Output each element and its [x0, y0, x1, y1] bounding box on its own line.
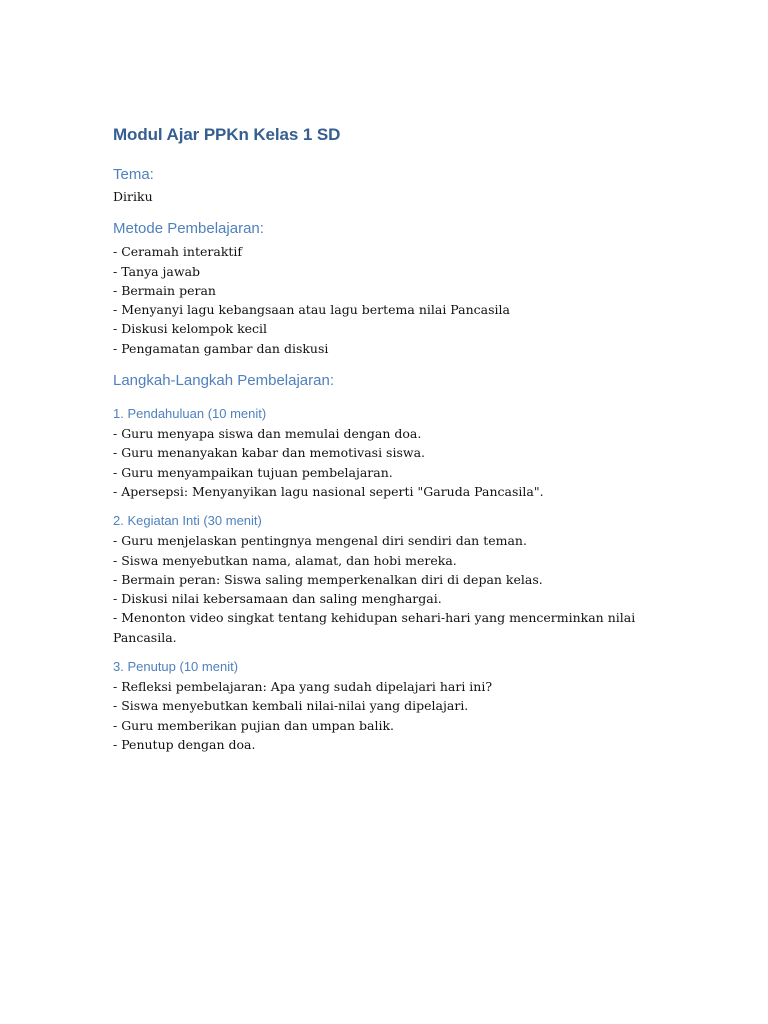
step-item: - Diskusi nilai kebersamaan dan saling menghargai.	[113, 591, 442, 607]
section-metode	[113, 219, 673, 358]
metode-item: - Ceramah interaktif	[113, 244, 243, 260]
step-item: - Menonton video singkat tentang kehidupan sehari-hari yang mencerminkan nilai Pancasila.	[113, 610, 636, 645]
metode-item: - Diskusi kelompok kecil	[113, 321, 268, 337]
metode-heading: Metode Pembelajaran:	[113, 220, 264, 238]
step-heading: 1. Pendahuluan (10 menit)	[113, 406, 267, 422]
step-penutup	[113, 657, 673, 754]
section-langkah	[113, 371, 673, 754]
step-kegiatan-inti	[113, 511, 673, 647]
step-item: - Siswa menyebutkan kembali nilai-nilai yang dipelajari.	[113, 698, 469, 714]
step-heading: 2. Kegiatan Inti (30 menit)	[113, 513, 262, 529]
document-page	[113, 124, 673, 754]
step-item: - Guru menanyakan kabar dan memotivasi siswa.	[113, 445, 426, 461]
metode-item: - Pengamatan gambar dan diskusi	[113, 340, 329, 356]
step-item: - Bermain peran: Siswa saling memperkenalkan diri di depan kelas.	[113, 571, 543, 587]
step-item: - Penutup dengan doa.	[113, 736, 256, 752]
metode-item: - Bermain peran	[113, 282, 216, 298]
step-item: - Siswa menyebutkan nama, alamat, dan hobi mereka.	[113, 552, 457, 568]
step-item: - Guru menyampaikan tujuan pembelajaran.	[113, 464, 393, 480]
step-item: - Apersepsi: Menyanyikan lagu nasional seperti "Garuda Pancasila".	[113, 483, 544, 499]
step-item: - Guru memberikan pujian dan umpan balik.	[113, 717, 395, 733]
step-item: - Guru menjelaskan pentingnya mengenal diri sendiri dan teman.	[113, 533, 527, 549]
langkah-heading: Langkah-Langkah Pembelajaran:	[113, 372, 334, 390]
metode-item: - Tanya jawab	[113, 263, 201, 279]
step-heading: 3. Penutup (10 menit)	[113, 659, 239, 675]
metode-item: - Menyanyi lagu kebangsaan atau lagu bertema nilai Pancasila	[113, 302, 510, 318]
step-pendahuluan	[113, 404, 673, 501]
tema-heading: Tema:	[113, 166, 154, 183]
tema-value: Diriku	[113, 189, 153, 204]
document-title: Modul Ajar PPKn Kelas 1 SD	[113, 125, 341, 144]
step-item: - Refleksi pembelajaran: Apa yang sudah dipelajari hari ini?	[113, 679, 493, 695]
section-tema	[113, 165, 673, 206]
step-item: - Guru menyapa siswa dan memulai dengan doa.	[113, 426, 422, 442]
